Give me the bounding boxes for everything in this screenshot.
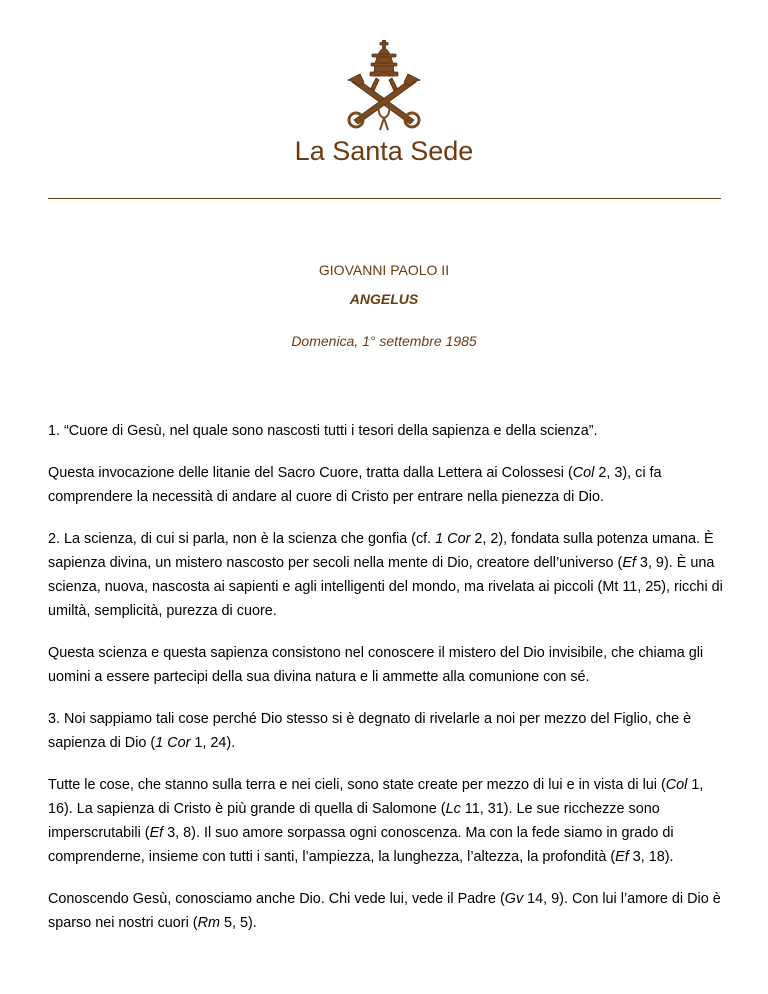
citation-ref: Lc [445, 801, 461, 817]
text-run: 2, 3), ci fa comprendere la necessità di andare al cuore di Cristo per entrare nella pienezza di Dio. [48, 465, 662, 505]
citation-ref: 1 Cor [155, 735, 191, 751]
text-run: 3, 9). È una scienza, nuova, nascosta ai sapienti e agli intelligenti del mondo, ma rivelata ai piccoli (Mt 11, 25), ricchi di umiltà, semplicità, purezza di cuore. [48, 555, 723, 619]
paragraph [48, 707, 728, 755]
citation-ref: 1 Cor [435, 531, 471, 547]
papal-keys-tiara-icon [340, 40, 428, 132]
author-name: GIOVANNI PAOLO II [318, 262, 450, 278]
text-run: 1, 24). [190, 735, 236, 751]
text-run: Conoscendo Gesù, conosciamo anche Dio. Chi vede lui, vede il Padre ( [48, 891, 505, 907]
site-title: La Santa Sede [294, 136, 474, 166]
text-run: Questa invocazione delle litanie del Sacro Cuore, tratta dalla Lettera ai Colossesi ( [48, 465, 573, 481]
paragraph [48, 641, 728, 689]
text-run: 5, 5). [219, 915, 257, 931]
text-run: Questa scienza e questa sapienza consistono nel conoscere il mistero del Dio invisibile, che chiama gli uomini a essere partecipi della sua divina natura e li ammette alla comunione con sé. [48, 645, 704, 685]
citation-ref: Ef [149, 825, 164, 841]
text-run: 2. La scienza, di cui si parla, non è la scienza che gonfia (cf. [48, 531, 436, 547]
citation-ref: Rm [197, 915, 220, 931]
paragraph [48, 773, 728, 869]
paragraph [48, 887, 728, 935]
header-divider [48, 198, 721, 199]
document-body [48, 419, 728, 953]
text-run: 1, 16). La sapienza di Cristo è più grande di quella di Salomone ( [48, 777, 704, 817]
text-run: 3, 8). Il suo amore sorpassa ogni conoscenza. Ma con la fede siamo in grado di comprenderne, insieme con tutti i santi, l’ampiezza, la lunghezza, l’altezza, la profondità ( [48, 825, 674, 865]
citation-ref: Ef [622, 555, 636, 571]
citation-ref: Gv [504, 891, 524, 907]
text-run: 14, 9). Con lui l’amore di Dio è sparso nei nostri cuori ( [48, 891, 721, 931]
text-run: 1. “Cuore di Gesù, nel quale sono nascosti tutti i tesori della sapienza e della scienza”. [48, 423, 598, 439]
paragraph [48, 419, 728, 443]
text-run: Tutte le cose, che stanno sulla terra e nei cieli, sono state create per mezzo di lui e in vista di lui ( [48, 777, 666, 793]
paragraph [48, 461, 728, 509]
document-date: Domenica, 1° settembre 1985 [291, 333, 477, 349]
text-run: 2, 2), fondata sulla potenza umana. È sapienza divina, un mistero nascosto per secoli nella mente di Dio, creatore dell’universo ( [48, 531, 714, 571]
paragraph [48, 527, 728, 623]
citation-ref: Col [665, 777, 688, 793]
document-type: ANGELUS [349, 291, 419, 307]
text-run: 11, 31). Le sue ricchezze sono imperscrutabili ( [48, 801, 660, 841]
citation-ref: Col [572, 465, 595, 481]
text-run: 3, 18). [628, 849, 674, 865]
citation-ref: Ef [615, 849, 629, 865]
text-run: 3. Noi sappiamo tali cose perché Dio stesso si è degnato di rivelarle a noi per mezzo del Figlio, che è sapienza di Dio ( [48, 711, 692, 751]
